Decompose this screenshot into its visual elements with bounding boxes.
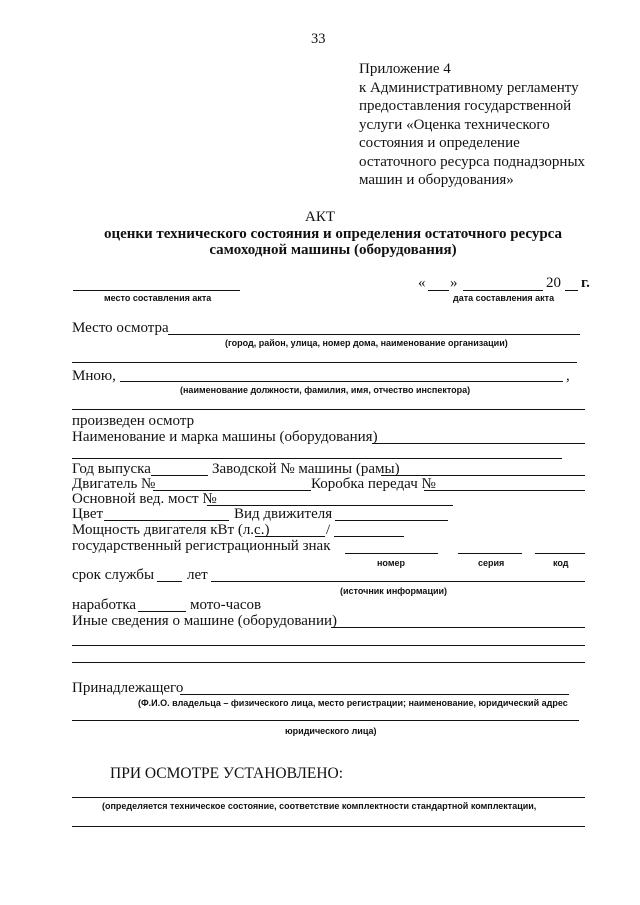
reg-number-line[interactable] <box>345 553 438 554</box>
source-line[interactable] <box>211 581 585 582</box>
established-heading: ПРИ ОСМОТРЕ УСТАНОВЛЕНО: <box>110 765 344 782</box>
appendix-line: предоставления государственной <box>359 98 572 114</box>
operating-time-label: наработка <box>72 597 137 613</box>
machine-name-line-2[interactable] <box>72 458 562 459</box>
color-line[interactable] <box>104 520 229 521</box>
appendix-line: услуги «Оценка технического <box>359 116 550 133</box>
power-hp-line[interactable] <box>334 536 404 537</box>
reg-sign-label: государственный регистрационный знак <box>72 538 331 554</box>
appendix-line: остаточного ресурса поднадзорных <box>359 153 586 170</box>
appendix-line: состояния и определение <box>359 135 520 151</box>
appendix-line: к Административному регламенту <box>359 79 579 96</box>
date-caption: дата составления акта <box>453 293 555 303</box>
date-close-quote: » <box>450 275 458 291</box>
inspection-place-line[interactable] <box>168 334 580 335</box>
inspector-line[interactable] <box>120 381 563 382</box>
inspector-caption: (наименование должности, фамилия, имя, отчество инспектора) <box>180 385 471 395</box>
year-input-line[interactable] <box>565 290 578 291</box>
inspection-place-line-2[interactable] <box>72 362 577 363</box>
other-info-label: Иные сведения о машине (оборудовании) <box>72 613 337 629</box>
owner-caption-2: юридического лица) <box>285 726 377 736</box>
established-caption: (определяется техническое состояние, соответствие комплектности стандартной комплектации, <box>102 801 537 811</box>
main-axle-label: Основной вед. мост № <box>72 491 217 507</box>
gearbox-no-label: Коробка передач № <box>311 476 436 492</box>
appendix-block <box>359 60 585 190</box>
gearbox-no-line[interactable] <box>424 490 585 491</box>
reg-code-caption: код <box>553 558 569 568</box>
engine-power-label: Мощность двигателя кВт (л.с.) <box>72 522 270 538</box>
other-info-line-2[interactable] <box>72 645 585 646</box>
inspection-place-label: Место осмотра <box>72 320 169 336</box>
month-input-line[interactable] <box>463 290 543 291</box>
appendix-line: Приложение 4 <box>359 61 451 77</box>
year-prefix: 20 <box>546 275 561 291</box>
inspected-label: произведен осмотр <box>72 413 195 429</box>
drive-type-line[interactable] <box>335 520 448 521</box>
year-made-label: Год выпуска <box>72 461 151 477</box>
inspector-line-2[interactable] <box>72 409 585 410</box>
operating-time-line[interactable] <box>138 611 186 612</box>
other-info-line-3[interactable] <box>72 662 585 663</box>
page-number: 33 <box>311 31 326 47</box>
years-label: лет <box>187 567 208 583</box>
source-caption: (источник информации) <box>340 586 448 596</box>
reg-series-caption: серия <box>478 558 505 568</box>
owner-line-2[interactable] <box>72 720 579 721</box>
other-info-line[interactable] <box>331 627 585 628</box>
date-open-quote: « <box>418 275 426 291</box>
place-caption: место составления акта <box>104 293 212 303</box>
owner-caption-1: (Ф.И.О. владельца – физического лица, место регистрации; наименование, юридический адрес <box>138 698 568 708</box>
serial-no-label: Заводской № машины (рамы) <box>212 461 400 477</box>
drive-type-label: Вид движителя <box>234 506 333 522</box>
place-input-line[interactable] <box>73 290 240 291</box>
power-slash: / <box>326 522 331 538</box>
owner-label: Принадлежащего <box>72 680 184 696</box>
service-life-line[interactable] <box>157 581 182 582</box>
engine-no-label: Двигатель № <box>72 476 156 492</box>
owner-line[interactable] <box>180 694 569 695</box>
established-line[interactable] <box>72 797 585 798</box>
year-made-line[interactable] <box>151 475 208 476</box>
moto-hours-label: мото-часов <box>190 597 262 613</box>
appendix-line: машин и оборудования» <box>359 172 514 188</box>
reg-series-line[interactable] <box>458 553 522 554</box>
inspection-place-caption: (город, район, улица, номер дома, наименование организации) <box>225 338 508 348</box>
document-title: АКТ <box>305 209 335 225</box>
day-input-line[interactable] <box>428 290 449 291</box>
service-life-label: срок службы <box>72 567 155 583</box>
by-me-label: Мною, <box>72 368 116 384</box>
reg-number-caption: номер <box>377 558 405 568</box>
color-label: Цвет <box>72 506 104 522</box>
year-suffix: г. <box>581 275 590 291</box>
power-kw-line[interactable] <box>255 536 325 537</box>
reg-code-line[interactable] <box>535 553 585 554</box>
document-subtitle-1: оценки технического состояния и определения остаточного ресурса <box>103 226 563 242</box>
established-line-2[interactable] <box>72 826 585 827</box>
by-me-comma: , <box>566 368 570 384</box>
machine-name-label: Наименование и марка машины (оборудования) <box>72 429 378 445</box>
machine-name-line[interactable] <box>372 443 585 444</box>
document-subtitle-2: самоходной машины (оборудования) <box>209 242 457 258</box>
